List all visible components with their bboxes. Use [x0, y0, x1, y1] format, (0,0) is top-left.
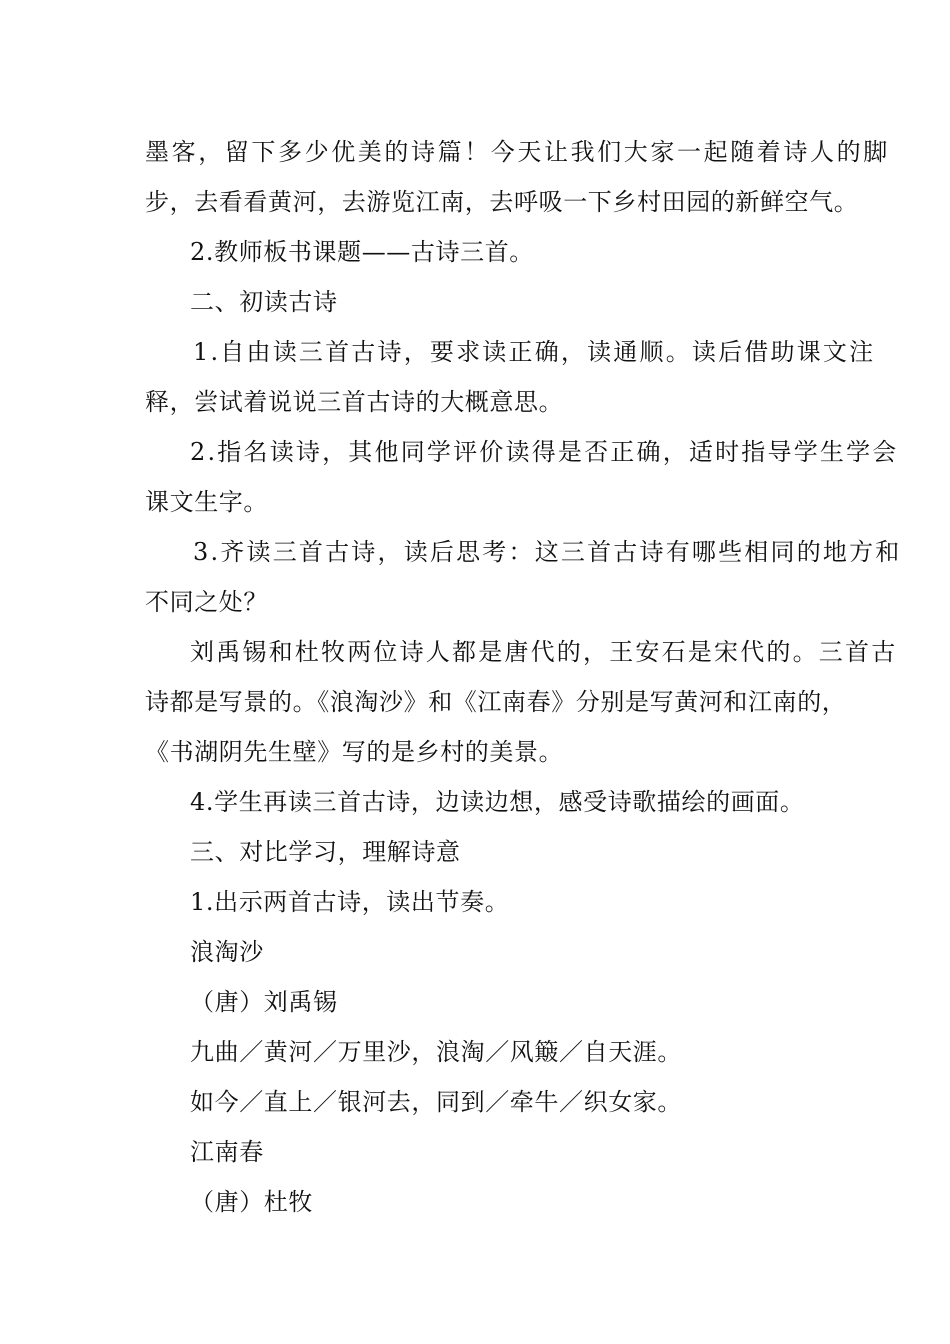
- text-line-7: 2.指名读诗，其他同学评价读得是否正确，适时指导学生学会: [190, 438, 899, 466]
- text-line-2: 步，去看看黄河，去游览江南，去呼吸一下乡村田园的新鲜空气。: [145, 188, 859, 216]
- poem-line-2: 如今／直上／银河去，同到／牵牛／织女家。: [190, 1088, 682, 1116]
- text-line-11: 刘禹锡和杜牧两位诗人都是唐代的，王安石是宋代的。三首古: [190, 638, 898, 666]
- text-line-1: 墨客，留下多少优美的诗篇！今天让我们大家一起随着诗人的脚: [145, 138, 890, 166]
- text-line-9: 3.齐读三首古诗，读后思考：这三首古诗有哪些相同的地方和: [193, 538, 902, 566]
- text-line-10: 不同之处？: [145, 588, 268, 616]
- poem-line-1: 九曲／黄河／万里沙，浪淘／风簸／自天涯。: [190, 1038, 682, 1066]
- text-line-3: 2.教师板书课题——古诗三首。: [190, 238, 534, 266]
- text-line-6: 释，尝试着说说三首古诗的大概意思。: [145, 388, 564, 416]
- poem-title-2: 江南春: [190, 1138, 264, 1166]
- text-line-16: 1.出示两首古诗，读出节奏。: [190, 888, 510, 916]
- section-heading-3: 三、对比学习，理解诗意: [190, 838, 461, 866]
- poem-author-2: （唐）杜牧: [190, 1188, 313, 1216]
- section-heading-2: 二、初读古诗: [190, 288, 338, 316]
- text-line-14: 4.学生再读三首古诗，边读边想，感受诗歌描绘的画面。: [190, 788, 805, 816]
- text-line-12: 诗都是写景的。《浪淘沙》和《江南春》分别是写黄河和江南的，: [145, 688, 847, 716]
- text-line-8: 课文生字。: [145, 488, 268, 516]
- text-line-5: 1.自由读三首古诗，要求读正确，读通顺。读后借助课文注: [193, 338, 876, 366]
- text-line-13: 《书湖阴先生壁》写的是乡村的美景。: [145, 738, 564, 766]
- poem-title-1: 浪淘沙: [190, 938, 264, 966]
- poem-author-1: （唐）刘禹锡: [190, 988, 338, 1016]
